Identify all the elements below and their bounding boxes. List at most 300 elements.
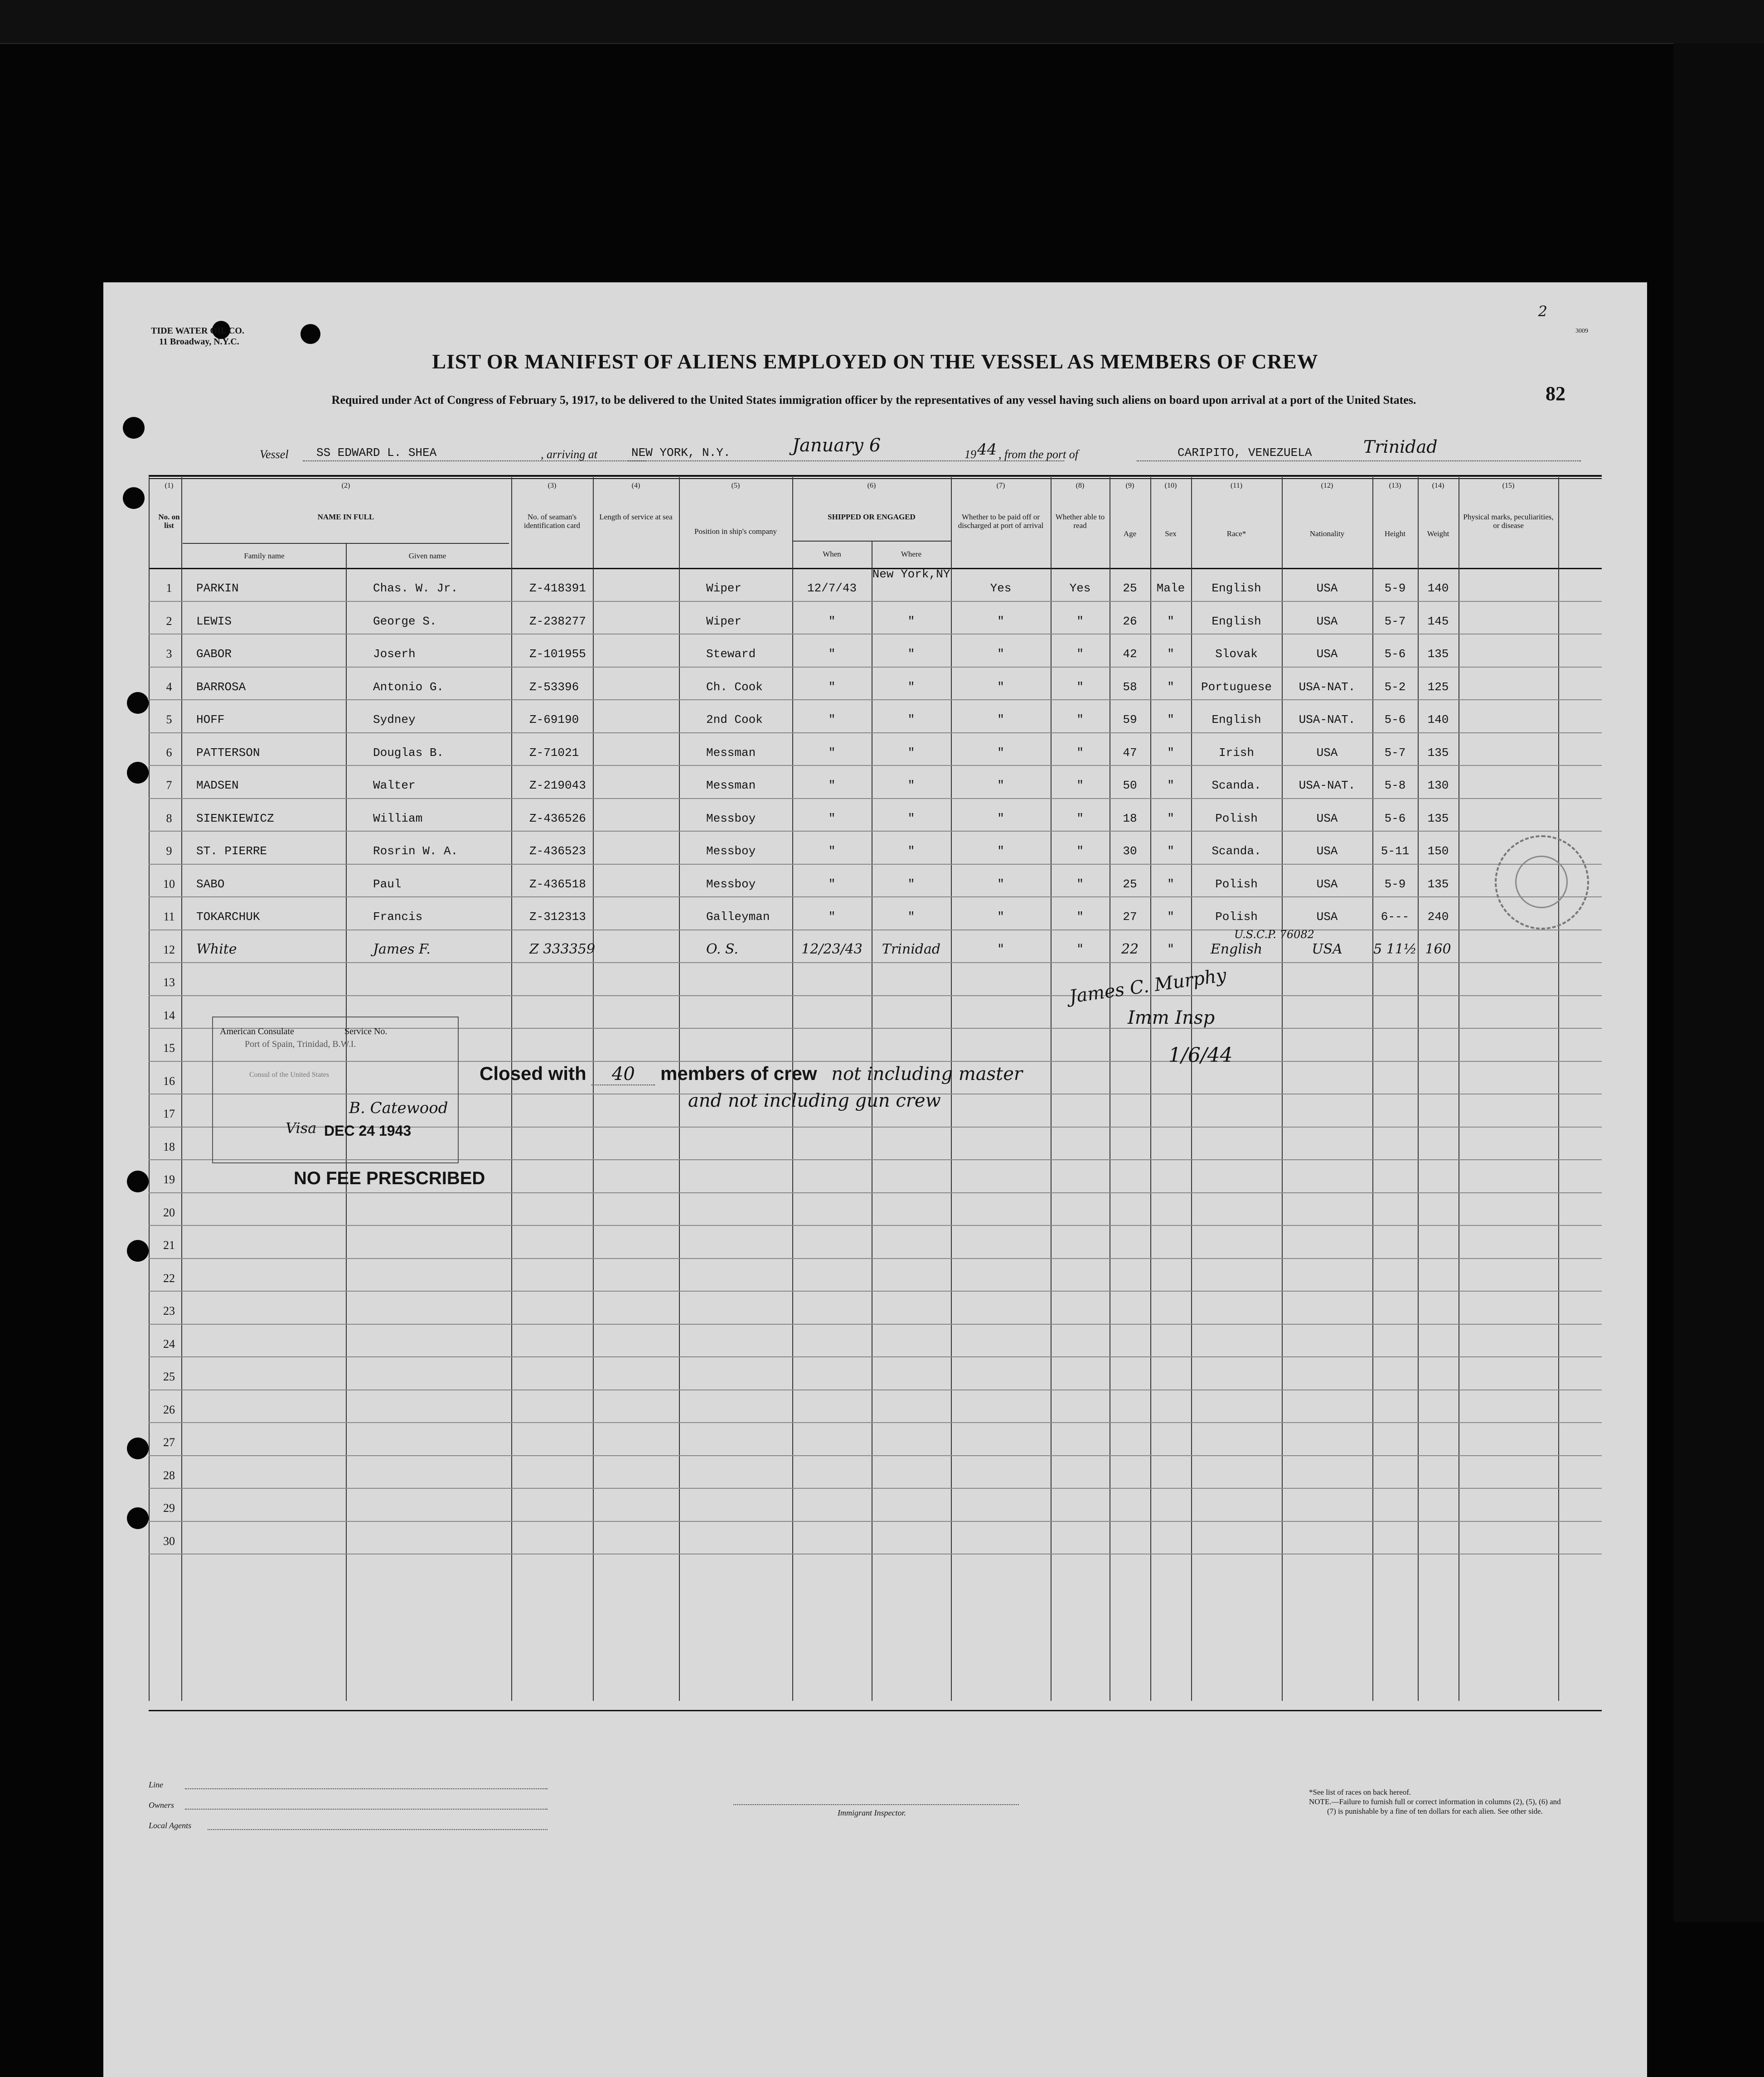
given-name-cell: Francis — [373, 910, 423, 924]
card-number-cell: Z-436526 — [529, 812, 586, 825]
row-number: 7 — [166, 779, 172, 792]
given-name-cell: Walter — [373, 779, 416, 792]
company-header — [151, 325, 244, 347]
card-number-cell: Z-436518 — [529, 877, 586, 891]
header-sex: Sex — [1165, 529, 1177, 538]
age-cell: 50 — [1123, 779, 1137, 792]
stamp-visa: Visa — [286, 1119, 317, 1137]
family-name-cell: SIENKIEWICZ — [196, 812, 274, 825]
card-number-cell: Z-418391 — [529, 581, 586, 595]
able-read-cell: " — [1076, 910, 1084, 924]
shipped-where-cell: " — [907, 910, 915, 924]
race-cell: Scanda. — [1212, 779, 1261, 792]
arrival-date: January 6 — [792, 435, 881, 456]
able-read-cell: " — [1076, 844, 1084, 858]
row-number: 13 — [163, 976, 175, 989]
shipped-where-cell: " — [907, 680, 915, 694]
col-num: (7) — [996, 482, 1005, 489]
race-cell: English — [1212, 581, 1261, 595]
height-cell: 5-6 — [1384, 713, 1406, 726]
punch-hole — [127, 692, 149, 714]
manifest-subtitle: Required under Act of Congress of February 5, 1917, to be delivered to the United States immigration officer by the representatives of any vessel having such aliens on board upon arrival at a port of the United States. — [331, 393, 1416, 407]
row-number: 5 — [166, 713, 172, 726]
row-rule — [149, 798, 1602, 799]
shipped-when-cell: " — [828, 647, 836, 661]
able-read-cell: " — [1076, 877, 1084, 891]
race-cell: Scanda. — [1212, 844, 1261, 858]
no-fee-stamp: NO FEE PRESCRIBED — [294, 1168, 485, 1188]
given-name-cell: Joserh — [373, 647, 416, 661]
header-no: No. on list — [158, 513, 180, 530]
header-position: Position in ship's company — [694, 527, 777, 536]
punch-hole — [123, 417, 145, 439]
arrival-year: 44 — [977, 441, 997, 459]
paid-off-cell: " — [997, 647, 1004, 661]
paid-off-cell: " — [997, 812, 1004, 825]
row-number: 4 — [166, 680, 172, 693]
col-num: (15) — [1502, 482, 1515, 489]
inspector-title: Imm Insp — [1128, 1007, 1215, 1028]
row-rule — [149, 601, 1602, 602]
header-where: Where — [901, 550, 922, 558]
given-name-cell: Douglas B. — [373, 746, 444, 760]
card-number-cell: Z-101955 — [529, 647, 586, 661]
position-cell: Galleyman — [706, 910, 770, 924]
header-card: No. of seaman's identification card — [523, 513, 581, 530]
col-num: (2) — [341, 482, 350, 489]
row-rule — [149, 896, 1602, 897]
row-number: 9 — [166, 844, 172, 857]
shipped-when-cell: " — [828, 746, 836, 760]
able-read-cell: " — [1076, 779, 1084, 792]
weight-cell: 150 — [1427, 844, 1449, 858]
nationality-cell: USA-NAT. — [1299, 680, 1356, 694]
row-rule — [149, 1258, 1602, 1259]
crew-count: 40 — [591, 1064, 655, 1085]
row-number: 18 — [163, 1140, 175, 1153]
header-weight: Weight — [1427, 529, 1449, 538]
height-cell: 5-9 — [1384, 581, 1406, 595]
shipped-where-cell: " — [907, 647, 915, 661]
shipped-where-cell: " — [907, 746, 915, 760]
position-cell: Messman — [706, 746, 756, 760]
age-cell: 58 — [1123, 680, 1137, 694]
stamp-service-no: Service No. — [344, 1026, 388, 1036]
row-number: 30 — [163, 1535, 175, 1548]
card-note: U.S.C.P. 76082 — [1234, 928, 1314, 941]
sex-cell: " — [1167, 746, 1174, 760]
nationality-cell: USA — [1312, 941, 1342, 957]
row-number: 22 — [163, 1272, 175, 1285]
paid-off-cell: " — [997, 844, 1004, 858]
sex-cell: " — [1167, 779, 1174, 792]
shipped-where-cell: " — [907, 615, 915, 628]
weight-cell: 135 — [1427, 812, 1449, 825]
col-num: (11) — [1230, 482, 1243, 489]
footnote-races: *See list of races on back hereof. — [1309, 1788, 1411, 1796]
shipped-when-cell: " — [828, 713, 836, 726]
position-cell: Messboy — [706, 812, 756, 825]
row-number: 2 — [166, 615, 172, 628]
height-cell: 5-6 — [1384, 812, 1406, 825]
paid-off-cell: " — [998, 941, 1004, 957]
row-number: 1 — [166, 581, 172, 595]
shipped-where-cell: " — [907, 877, 915, 891]
departure-port: CARIPITO, VENEZUELA — [1178, 446, 1312, 460]
consulate-stamp — [212, 1017, 459, 1163]
family-name-cell: White — [196, 941, 237, 957]
paid-off-cell: " — [997, 746, 1004, 760]
shipped-when-cell: " — [828, 779, 836, 792]
weight-cell: 160 — [1425, 941, 1451, 957]
paid-off-cell: " — [997, 615, 1004, 628]
shipped-when-cell: " — [828, 844, 836, 858]
family-name-cell: GABOR — [196, 647, 232, 661]
card-number-cell: Z-71021 — [529, 746, 579, 760]
footer-inspector-label: Immigrant Inspector. — [838, 1808, 906, 1817]
weight-cell: 145 — [1427, 615, 1449, 628]
nationality-cell: USA — [1316, 746, 1338, 760]
shipped-when-cell: " — [828, 615, 836, 628]
row-number: 26 — [163, 1403, 175, 1416]
header-rule-top — [149, 475, 1602, 477]
row-rule — [149, 1356, 1602, 1357]
members-of-crew-label: members of crew — [660, 1063, 817, 1084]
age-cell: 27 — [1123, 910, 1137, 924]
family-name-cell: TOKARCHUK — [196, 910, 260, 924]
race-cell: Polish — [1215, 812, 1258, 825]
company-name: TIDE WATER OIL CO. — [151, 326, 244, 336]
seal-emblem-icon — [1515, 856, 1568, 908]
age-cell: 18 — [1123, 812, 1137, 825]
position-cell: 2nd Cook — [706, 713, 763, 726]
col-num: (3) — [548, 482, 557, 489]
position-cell: Messboy — [706, 877, 756, 891]
vessel-name: SS EDWARD L. SHEA — [316, 446, 437, 460]
family-name-cell: PATTERSON — [196, 746, 260, 760]
row-number: 14 — [163, 1009, 175, 1022]
height-cell: 5-8 — [1384, 779, 1406, 792]
given-name-cell: Rosrin W. A. — [373, 844, 458, 858]
row-rule — [149, 1324, 1602, 1325]
punch-hole — [127, 762, 149, 784]
card-number-cell: Z-69190 — [529, 713, 579, 726]
closed-with-line — [480, 1063, 1023, 1085]
shipped-where-cell: " — [907, 713, 915, 726]
family-name-cell: BARROSA — [196, 680, 246, 694]
shipped-where-cell: " — [907, 779, 915, 792]
age-cell: 47 — [1123, 746, 1137, 760]
race-cell: Polish — [1215, 910, 1258, 924]
header-height: Height — [1384, 529, 1406, 538]
race-cell: Irish — [1218, 746, 1254, 760]
sex-cell: " — [1167, 680, 1174, 694]
row-number: 8 — [166, 812, 172, 825]
stamp-consulate: American Consulate — [220, 1026, 294, 1036]
punch-hole — [127, 1507, 149, 1529]
row-number: 21 — [163, 1239, 175, 1252]
family-name-cell: MADSEN — [196, 779, 239, 792]
able-read-cell: " — [1076, 615, 1084, 628]
header-paid-off: Whether to be paid off or discharged at port of arrival — [958, 513, 1044, 530]
given-name-cell: James F. — [373, 941, 431, 957]
row-rule — [149, 1192, 1602, 1193]
row-number: 3 — [166, 647, 172, 660]
shipped-where-cell: " — [907, 844, 915, 858]
col-num: (8) — [1076, 482, 1085, 489]
nationality-cell: USA — [1316, 877, 1338, 891]
col-num: (1) — [165, 482, 174, 489]
shipped-where-cell: New York,NY — [872, 567, 950, 581]
col-num: (10) — [1164, 482, 1177, 489]
paid-off-cell: " — [997, 779, 1004, 792]
family-name-cell: PARKIN — [196, 581, 239, 595]
stamp-date: DEC 24 1943 — [324, 1123, 412, 1139]
footer-agents-label: Local Agents — [149, 1821, 192, 1830]
given-name-cell: George S. — [373, 615, 437, 628]
weight-cell: 135 — [1427, 647, 1449, 661]
row-number: 12 — [163, 943, 175, 956]
given-name-cell: Paul — [373, 877, 402, 891]
header-shipped: SHIPPED OR ENGAGED — [828, 513, 916, 521]
header-when: When — [823, 550, 841, 558]
weight-cell: 140 — [1427, 581, 1449, 595]
race-cell: Slovak — [1215, 647, 1258, 661]
footer-line-label: Line — [149, 1780, 164, 1789]
col-num: (5) — [731, 482, 740, 489]
row-number: 16 — [163, 1075, 175, 1088]
arriving-label: , arriving at — [541, 448, 597, 461]
nationality-cell: USA — [1316, 910, 1338, 924]
punch-hole — [127, 1240, 149, 1262]
position-cell: Messman — [706, 779, 756, 792]
from-label: , from the port of — [998, 448, 1078, 461]
corner-mark: 2 — [1538, 303, 1547, 320]
position-cell: Wiper — [706, 581, 742, 595]
header-race: Race* — [1226, 529, 1246, 538]
nationality-cell: USA — [1316, 615, 1338, 628]
shipped-when-cell: " — [828, 680, 836, 694]
paid-off-cell: " — [997, 877, 1004, 891]
position-cell: Steward — [706, 647, 756, 661]
able-read-cell: " — [1076, 746, 1084, 760]
punch-hole — [127, 1438, 149, 1459]
shipped-when-cell: 12/7/43 — [807, 581, 857, 595]
height-cell: 5-9 — [1384, 877, 1406, 891]
shipped-when-cell: 12/23/43 — [801, 941, 863, 957]
row-rule — [149, 699, 1602, 700]
stamp-signature: B. Catewood — [349, 1099, 448, 1117]
closed-note-2: and not including gun crew — [688, 1090, 941, 1111]
nationality-cell: USA-NAT. — [1299, 779, 1356, 792]
closed-note-1: not including master — [831, 1064, 1023, 1084]
form-number: 3009 — [1575, 328, 1588, 334]
row-rule — [149, 1225, 1602, 1226]
age-cell: 25 — [1123, 877, 1137, 891]
shipped-when-cell: " — [828, 877, 836, 891]
row-rule — [149, 1455, 1602, 1456]
card-number-cell: Z-238277 — [529, 615, 586, 628]
row-rule — [149, 667, 1602, 668]
row-rule — [149, 864, 1602, 865]
race-cell: English — [1212, 615, 1261, 628]
row-rule — [149, 1488, 1602, 1489]
age-cell: 59 — [1123, 713, 1137, 726]
punch-hole — [300, 324, 320, 344]
nationality-cell: USA — [1316, 812, 1338, 825]
sex-cell: Male — [1156, 581, 1185, 595]
footer — [149, 1776, 1602, 1853]
paid-off-cell: " — [997, 910, 1004, 924]
row-number: 23 — [163, 1304, 175, 1317]
height-cell: 5-7 — [1384, 746, 1406, 760]
vessel-line — [103, 435, 1647, 466]
closed-with-label: Closed with — [480, 1063, 586, 1084]
weight-cell: 140 — [1427, 713, 1449, 726]
row-number: 20 — [163, 1206, 175, 1219]
punch-hole — [123, 487, 145, 509]
position-cell: Wiper — [706, 615, 742, 628]
stamp-port: Port of Spain, Trinidad, B.W.I. — [245, 1039, 356, 1049]
family-name-cell: ST. PIERRE — [196, 844, 267, 858]
race-cell: Polish — [1215, 877, 1258, 891]
age-cell: 26 — [1123, 615, 1137, 628]
footer-owners-label: Owners — [149, 1801, 174, 1810]
age-cell: 22 — [1121, 941, 1139, 957]
film-edge-top — [0, 0, 1764, 44]
sex-cell: " — [1167, 877, 1174, 891]
nationality-cell: USA — [1316, 647, 1338, 661]
footnote-penalty-2: (7) is punishable by a fine of ten dollars for each alien. See other side. — [1327, 1807, 1543, 1816]
footer-rule — [149, 1710, 1602, 1711]
sex-cell: " — [1167, 812, 1174, 825]
row-rule — [149, 995, 1602, 996]
height-cell: 5-7 — [1384, 615, 1406, 628]
row-rule — [149, 1291, 1602, 1292]
able-read-cell: " — [1077, 941, 1083, 957]
row-rule — [149, 1521, 1602, 1522]
able-read-cell: " — [1076, 647, 1084, 661]
row-rule — [149, 1422, 1602, 1423]
col-num: (9) — [1125, 482, 1134, 489]
race-cell: Portuguese — [1201, 680, 1272, 694]
nationality-cell: USA — [1316, 581, 1338, 595]
weight-cell: 135 — [1427, 746, 1449, 760]
age-cell: 25 — [1123, 581, 1137, 595]
header-service: Length of service at sea — [599, 513, 673, 521]
row-number: 6 — [166, 746, 172, 759]
given-name-cell: William — [373, 812, 423, 825]
age-cell: 30 — [1123, 844, 1137, 858]
sex-cell: " — [1167, 910, 1174, 924]
footnote-penalty-1: NOTE.—Failure to furnish full or correct information in columns (2), (5), (6) and — [1309, 1797, 1561, 1806]
shipped-where-cell: " — [907, 812, 915, 825]
given-name-cell: Sydney — [373, 713, 416, 726]
race-cell: English — [1210, 941, 1263, 957]
paid-off-cell: " — [997, 713, 1004, 726]
weight-cell: 240 — [1427, 910, 1449, 924]
company-address: 11 Broadway, N.Y.C. — [159, 337, 239, 347]
row-number: 25 — [163, 1370, 175, 1383]
family-name-cell: LEWIS — [196, 615, 232, 628]
row-number: 15 — [163, 1041, 175, 1055]
header-given: Given name — [408, 552, 446, 560]
sex-cell: " — [1167, 647, 1174, 661]
manifest-page — [103, 282, 1647, 2077]
inspector-signature: James C. Murphy — [1068, 964, 1228, 1008]
row-number: 19 — [163, 1173, 175, 1186]
header-read: Whether able to read — [1055, 513, 1105, 530]
row-rule — [149, 765, 1602, 766]
position-cell: Ch. Cook — [706, 680, 763, 694]
row-rule — [149, 962, 1602, 963]
shipped-when-cell: " — [828, 910, 836, 924]
row-number: 28 — [163, 1469, 175, 1482]
header-age: Age — [1123, 529, 1137, 538]
row-number: 24 — [163, 1337, 175, 1351]
col-num: (14) — [1432, 482, 1444, 489]
punch-hole — [127, 1171, 149, 1192]
paid-off-cell: Yes — [990, 581, 1012, 595]
col-num: (12) — [1321, 482, 1333, 489]
header-family: Family name — [244, 552, 285, 560]
row-rule — [149, 732, 1602, 733]
weight-cell: 135 — [1427, 877, 1449, 891]
arrival-port: NEW YORK, N.Y. — [631, 446, 731, 460]
row-number: 29 — [163, 1501, 175, 1515]
sex-cell: " — [1168, 941, 1174, 957]
manifest-title: LIST OR MANIFEST OF ALIENS EMPLOYED ON THE VESSEL AS MEMBERS OF CREW — [432, 350, 1318, 373]
vessel-label: Vessel — [260, 448, 289, 461]
able-read-cell: " — [1076, 713, 1084, 726]
film-edge-right — [1673, 43, 1764, 1922]
able-read-cell: Yes — [1069, 581, 1091, 595]
position-cell: Messboy — [706, 844, 756, 858]
position-cell: O. S. — [706, 941, 738, 957]
sex-cell: " — [1167, 713, 1174, 726]
card-number-cell: Z-219043 — [529, 779, 586, 792]
height-cell: 6--- — [1381, 910, 1410, 924]
height-cell: 5 11½ — [1373, 941, 1417, 957]
shipped-when-cell: " — [828, 812, 836, 825]
card-number-cell: Z-312313 — [529, 910, 586, 924]
header-name: NAME IN FULL — [317, 513, 374, 521]
card-number-cell: Z-53396 — [529, 680, 579, 694]
paid-off-cell: " — [997, 680, 1004, 694]
able-read-cell: " — [1076, 680, 1084, 694]
col-num: (6) — [867, 482, 876, 489]
header-rule-top-2 — [149, 478, 1602, 479]
nationality-cell: USA-NAT. — [1299, 713, 1356, 726]
row-number: 10 — [163, 877, 175, 891]
sex-cell: " — [1167, 615, 1174, 628]
inspector-date: 1/6/44 — [1168, 1044, 1233, 1067]
card-number-cell: Z-436523 — [529, 844, 586, 858]
age-cell: 42 — [1123, 647, 1137, 661]
sex-cell: " — [1167, 844, 1174, 858]
height-cell: 5-6 — [1384, 647, 1406, 661]
row-rule — [149, 831, 1602, 832]
weight-cell: 125 — [1427, 680, 1449, 694]
header-nationality: Nationality — [1309, 529, 1345, 538]
card-number-cell: Z 333359 — [529, 941, 595, 957]
header-marks: Physical marks, peculiarities, or disease — [1463, 513, 1554, 530]
family-name-cell: SABO — [196, 877, 225, 891]
col-num: (4) — [631, 482, 640, 489]
row-number: 17 — [163, 1107, 175, 1120]
height-cell: 5-11 — [1381, 844, 1410, 858]
col-num: (13) — [1389, 482, 1401, 489]
